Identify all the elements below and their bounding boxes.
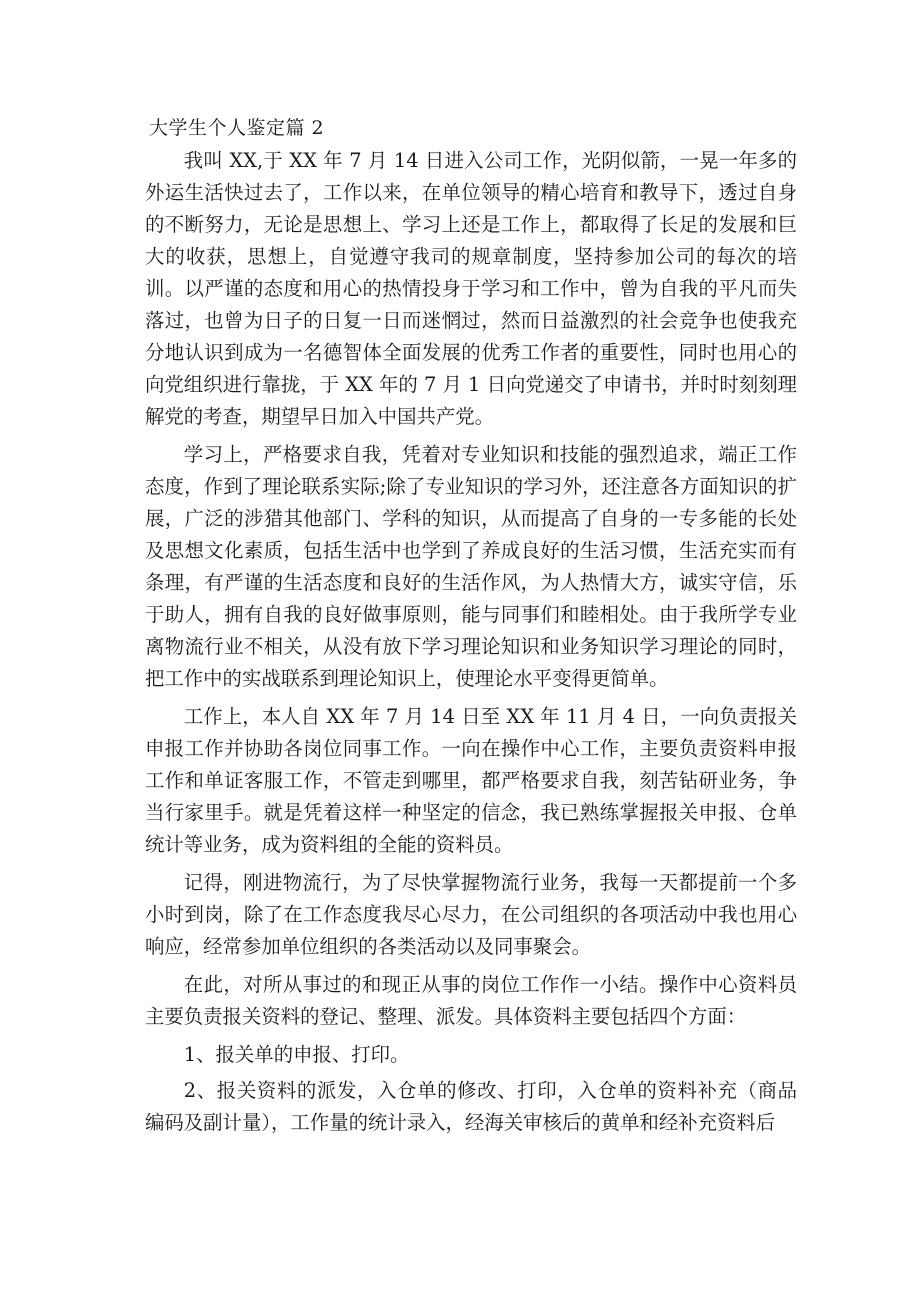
paragraph-summary: 在此，对所从事过的和现正从事的岗位工作作一小结。操作中心资料员主要负责报关资料的登记、整理、派发。具体资料主要包括四个方面： <box>145 973 797 1028</box>
paragraph-study: 学习上，严格要求自我，凭着对专业知识和技能的强烈追求，端正工作态度，作到了理论联系实际;除了专业知识的学习外，还注意各方面知识的扩展，广泛的涉猎其他部门、学科的知识，从而提高了自身的一专多能的长处及思想文化素质，包括生活中也学到了养成良好的生活习惯，生活充实而有条理，有严谨的生活态度和良好的生活作风，为人热情大方，诚实守信，乐于助人，拥有自我的良好做事原则，能与同事们和睦相处。由于我所学专业离物流行业不相关，从没有放下学习理论知识和业务知识学习理论的同时，把工作中的实战联系到理论知识上，使理论水平变得更简单。 <box>145 443 797 690</box>
paragraph-intro: 我叫 XX,于 XX 年 7 月 14 日进入公司工作，光阴似箭，一晃一年多的外运生活快过去了，工作以来，在单位领导的精心培育和教导下，透过自身的不断努力，无论是思想上、学习上还是工作上，都取得了长足的发展和巨大的收获，思想上，自觉遵守我司的规章制度，坚持参加公司的每次的培训。以严谨的态度和用心的热情投身于学习和工作中，曾为自我的平凡而失落过，也曾为日子的日复一日而迷惘过，然而日益激烈的社会竞争也使我充分地认识到成为一名德智体全面发展的优秀工作者的重要性，同时也用心的向党组织进行靠拢，于 XX 年的 7 月 1 日向党递交了申请书，并时时刻刻理解党的考查，期望早日加入中国共产党。 <box>145 149 797 428</box>
paragraph-work: 工作上，本人自 XX 年 7 月 14 日至 XX 年 11 月 4 日，一向负责报关申报工作并协助各岗位同事工作。一向在操作中心工作，主要负责资料申报工作和单证客服工作，不管走到哪里，都严格要求自我，刻苦钻研业务，争当行家里手。就是凭着这样一种坚定的信念，我已熟练掌握报关申报、仓单统计等业务，成为资料组的全能的资料员。 <box>145 705 797 856</box>
document-title: 大学生个人鉴定篇 2 <box>149 117 325 139</box>
list-item-1: 1、报关单的申报、打印。 <box>183 1043 410 1066</box>
list-item-2: 2、报关资料的派发，入仓单的修改、打印，入仓单的资料补充（商品编码及副计量），工作量的统计录入，经海关审核后的黄单和经补充资料后 <box>145 1079 797 1134</box>
document-page <box>145 114 797 1143</box>
paragraph-memory: 记得，刚进物流行，为了尽快掌握物流行业务，我每一天都提前一个多小时到岗，除了在工作态度我尽心尽力，在公司组织的各项活动中我也用心响应，经常参加单位组织的各类活动以及同事聚会。 <box>145 871 797 958</box>
